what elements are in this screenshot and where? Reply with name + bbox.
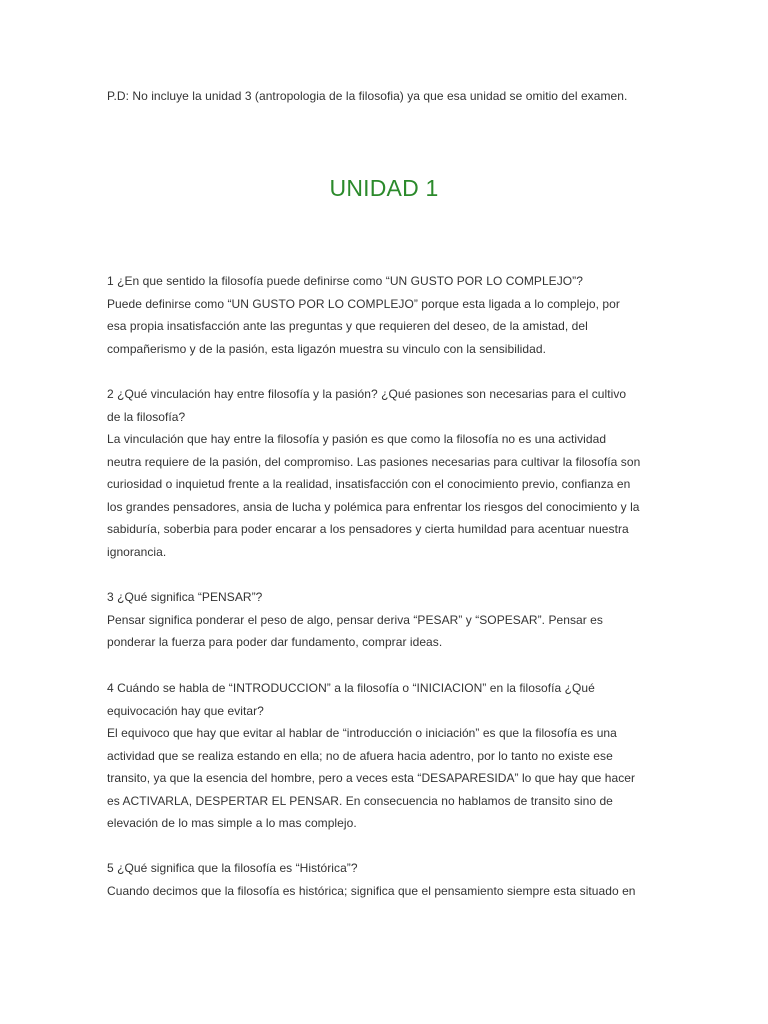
answer-line: Pensar significa ponderar el peso de algo, pensar deriva “PESAR” y “SOPESAR”. Pensar es [107, 612, 603, 627]
answer-line: curiosidad o inquietud frente a la realidad, insatisfacción con el conocimiento previo, confianza en [107, 477, 631, 491]
answer-line: transito, ya que la esencia del hombre, pero a veces esta “DESAPARESIDA” lo que hay que hacer [107, 771, 636, 785]
question-block-1 [107, 270, 727, 360]
answer-line: ignorancia. [107, 544, 167, 559]
page-note [107, 85, 727, 108]
question-line: 5 ¿Qué significa que la filosofía es “Histórica”? [107, 861, 358, 875]
answer-line: los grandes pensadores, ansia de lucha y polémica para enfrentar los riesgos del conocimiento y la [107, 499, 640, 514]
answer-line: compañerismo y de la pasión, esta ligazón muestra su vinculo con la sensibilidad. [107, 341, 546, 356]
answer-line: El equivoco que hay que evitar al hablar de “introducción o iniciación” es que la filosofía es una [107, 726, 617, 740]
answer-line: neutra requiere de la pasión, del compromiso. Las pasiones necesarias para cultivar la filosofía son [107, 454, 641, 469]
answer-line: ponderar la fuerza para poder dar fundamento, comprar ideas. [107, 635, 443, 649]
answer-line: Cuando decimos que la filosofía es histórica; significa que el pensamiento siempre esta situado en [107, 883, 636, 898]
question-block-2 [107, 383, 727, 563]
answer-line: actividad que se realiza estando en ella; no de afuera hacia adentro, por lo tanto no existe ese [107, 748, 613, 763]
question-line: de la filosofía? [107, 409, 186, 424]
answer-line: La vinculación que hay entre la filosofía y pasión es que como la filosofía no es una actividad [107, 432, 607, 446]
answer-line: Puede definirse como “UN GUSTO POR LO COMPLEJO” porque esta ligada a lo complejo, por [107, 296, 620, 311]
answer-line: es ACTIVARLA, DESPERTAR EL PENSAR. En consecuencia no hablamos de transito sino de [107, 793, 613, 808]
question-block-3 [107, 586, 727, 654]
question-line: 2 ¿Qué vinculación hay entre filosofía y la pasión? ¿Qué pasiones son necesarias para el cultivo [107, 387, 627, 401]
unit-heading: UNIDAD 1 [329, 175, 439, 201]
answer-line: esa propia insatisfacción ante las preguntas y que requieren del deseo, de la amistad, del [107, 319, 588, 333]
question-line: equivocación hay que evitar? [107, 703, 264, 718]
question-block-5 [107, 857, 727, 902]
question-block-4 [107, 677, 727, 835]
question-line: 1 ¿En que sentido la filosofía puede definirse como “UN GUSTO POR LO COMPLEJO”? [107, 274, 583, 288]
answer-line: sabiduría, soberbia para poder encarar a los pensadores y cierta humildad para acentuar nuestra [107, 522, 629, 536]
note-text: P.D: No incluye la unidad 3 (antropologia de la filosofia) ya que esa unidad se omitio del examen. [107, 89, 628, 103]
question-line: 4 Cuándo se habla de “INTRODUCCION” a la filosofía o “INICIACION” en la filosofía ¿Qué [107, 681, 595, 695]
answer-line: elevación de lo mas simple a lo mas complejo. [107, 816, 357, 830]
question-line: 3 ¿Qué significa “PENSAR”? [107, 590, 263, 604]
